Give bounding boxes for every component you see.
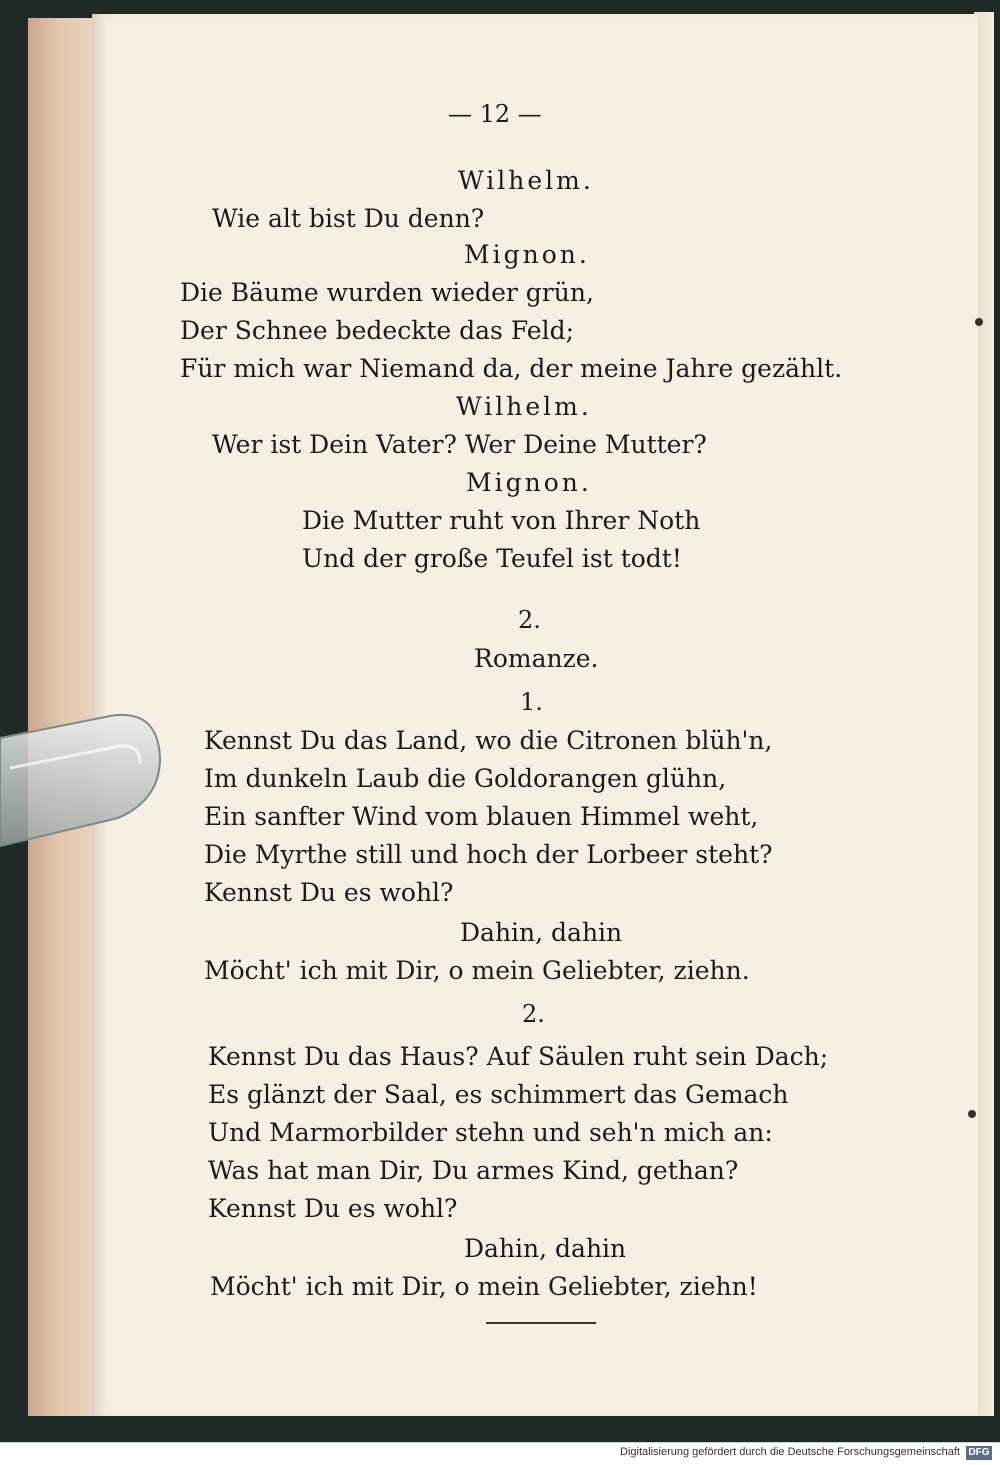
- end-rule: [486, 1322, 596, 1324]
- verse-line: Die Bäume wurden wieder grün,: [180, 278, 594, 307]
- verse-line: Und der große Teufel ist todt!: [302, 544, 682, 573]
- verse-line: Dahin, dahin: [464, 1234, 627, 1263]
- stanza-number: 2.: [522, 1000, 545, 1028]
- verse-line: Für mich war Niemand da, der meine Jahre gezählt.: [180, 354, 843, 383]
- verse-line: Die Mutter ruht von Ihrer Noth: [302, 506, 701, 535]
- verse-line: Dahin, dahin: [460, 918, 623, 947]
- section-heading: Romanze.: [474, 644, 599, 673]
- funding-credit: Digitalisierung gefördert durch die Deutsche Forschungsgemeinschaft: [620, 1446, 960, 1458]
- page-number: — 12 —: [448, 100, 542, 128]
- verse-line: Möcht' ich mit Dir, o mein Geliebter, ziehn!: [210, 1272, 758, 1301]
- verse-line: Wie alt bist Du denn?: [212, 204, 485, 233]
- verse-line: Kennst Du es wohl?: [208, 1194, 458, 1223]
- digitization-footer: [0, 1442, 1000, 1465]
- verse-line: Die Myrthe still und hoch der Lorbeer steht?: [204, 840, 773, 869]
- verse-line: Ein sanfter Wind vom blauen Himmel weht,: [204, 802, 759, 831]
- verse-line: Im dunkeln Laub die Goldorangen glühn,: [204, 764, 727, 793]
- verse-line: Und Marmorbilder stehn und seh'n mich an:: [208, 1118, 773, 1147]
- verse-line: Der Schnee bedeckte das Feld;: [180, 316, 575, 345]
- section-number: 2.: [518, 606, 541, 634]
- dfg-logo: DFG: [966, 1446, 992, 1460]
- speaker-label: Wilhelm.: [458, 166, 594, 195]
- verse-line: Wer ist Dein Vater? Wer Deine Mutter?: [212, 430, 707, 459]
- speaker-label: Mignon.: [464, 240, 590, 269]
- tack-mark: [968, 1110, 976, 1118]
- verse-line: Kennst Du das Haus? Auf Säulen ruht sein Dach;: [208, 1042, 829, 1071]
- speaker-label: Mignon.: [466, 468, 592, 497]
- stanza-number: 1.: [520, 688, 543, 716]
- tack-mark: [975, 318, 983, 326]
- verse-line: Möcht' ich mit Dir, o mein Geliebter, ziehn.: [204, 956, 750, 985]
- verse-line: Es glänzt der Saal, es schimmert das Gemach: [208, 1080, 789, 1109]
- bookmark-clip: [0, 708, 170, 848]
- bleed-through-shadow: [760, 200, 920, 500]
- speaker-label: Wilhelm.: [456, 392, 592, 421]
- verse-line: Was hat man Dir, Du armes Kind, gethan?: [208, 1156, 739, 1185]
- verse-line: Kennst Du das Land, wo die Citronen blüh'n,: [204, 726, 773, 755]
- verse-line: Kennst Du es wohl?: [204, 878, 454, 907]
